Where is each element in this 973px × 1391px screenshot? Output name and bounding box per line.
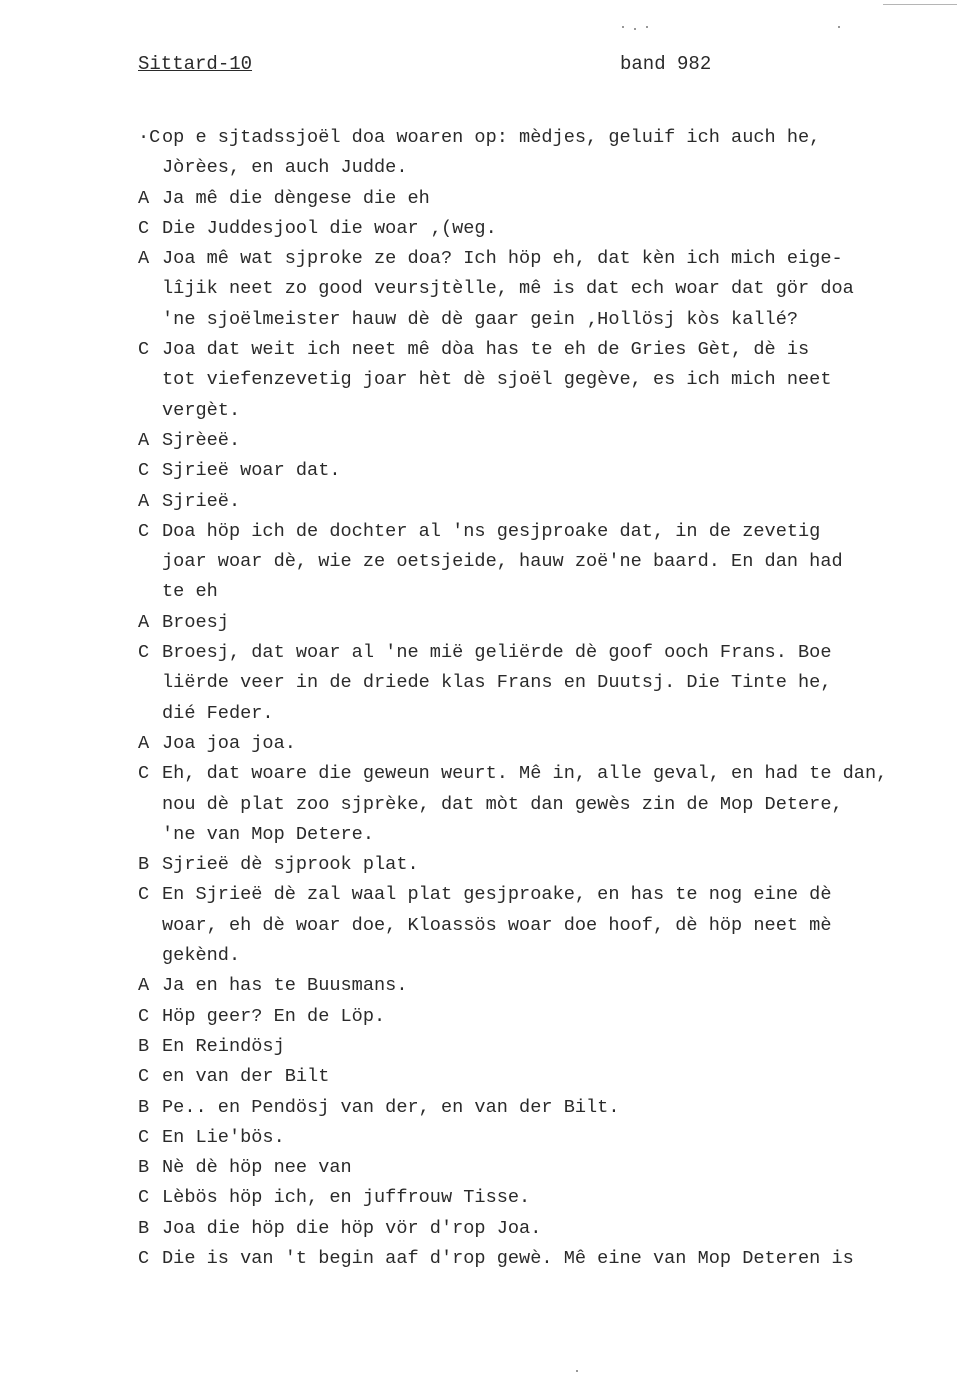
transcript-turn [138,1093,968,1123]
speaker-label: C [138,884,150,906]
utterance-text: Sjrèeë. [162,429,241,451]
transcript-continuation-line [138,274,968,304]
transcript-turn [138,1002,968,1032]
speaker-label: A [138,248,150,270]
utterance-text: joar woar dè, wie ze oetsjeide, hauw zoë'ne baard. En dan had [162,551,843,573]
transcript-turn [138,880,968,910]
utterance-text: te eh [162,581,218,603]
utterance-text: Nè dè höp nee van [162,1157,352,1179]
transcript-turn [138,1153,968,1183]
utterance-text: Broesj, dat woar al 'ne mië geliërde dè goof ooch Frans. Boe [162,642,832,664]
transcript-turn [138,517,968,547]
speaker-label: C [138,339,150,361]
speaker-label: C [138,1247,150,1269]
transcript-turn [138,608,968,638]
transcript-turn [138,638,968,668]
utterance-text: Höp geer? En de Löp. [162,1005,386,1027]
utterance-text: Sjrieë dè sjprook plat. [162,854,419,876]
speaker-label: C [138,1187,150,1209]
utterance-text: En Sjrieë dè zal waal plat gesjproake, en has te nog eine dè [162,884,832,906]
transcript-turn [138,1062,968,1092]
utterance-text: dié Feder. [162,702,274,724]
utterance-text: Eh, dat woare die geweun weurt. Mê in, alle geval, en had te dan, [162,763,888,785]
transcript-turn [138,1032,968,1062]
speaker-label: C [138,460,150,482]
utterance-text: Doa höp ich de dochter al 'ns gesjproake dat, in de zevetig [162,520,821,542]
transcript-continuation-line [138,396,968,426]
utterance-text: En Lie'bös. [162,1126,285,1148]
speaker-label: A [138,611,150,633]
utterance-text: Joa joa joa. [162,732,296,754]
speaker-label: C [138,1066,150,1088]
transcript-continuation-line [138,577,968,607]
transcript-turn [138,456,968,486]
utterance-text: nou dè plat zoo sjprèke, dat mòt dan gewès zin de Mop Detere, [162,793,843,815]
utterance-text: 'ne sjoëlmeister hauw dè dè gaar gein ‚Hollösj kòs kallé? [162,308,799,330]
utterance-text: Joa mê wat sjproke ze doa? Ich höp eh, dat kèn ich mich eige- [162,248,843,270]
transcript-continuation-line [138,941,968,971]
utterance-text: Sjrieë. [162,490,241,512]
transcript-continuation-line [138,305,968,335]
transcript-body [138,123,968,1274]
utterance-text: Die Juddesjool die woar ‚(weg. [162,217,497,239]
utterance-text: lîjik neet zo good veursjtèlle, mê is dat ech woar dat gör doa [162,278,854,300]
transcript-turn [138,123,968,153]
transcript-continuation-line [138,790,968,820]
page-header-tape: band 982 [620,53,712,75]
utterance-text: en van der Bilt [162,1066,330,1088]
page-header-location: Sittard-10 [138,53,253,75]
utterance-text: Joa die höp die höp vör d'rop Joa. [162,1217,542,1239]
speaker-label: A [138,429,150,451]
utterance-text: Joa dat weit ich neet mê dòa has te eh de Gries Gèt, dè is [162,339,810,361]
utterance-text: Lèbös höp ich, en juffrouw Tisse. [162,1187,531,1209]
utterance-text: liërde veer in de driede klas Frans en Duutsj. Die Tinte he, [162,672,832,694]
utterance-text: Broesj [162,611,229,633]
transcript-turn [138,759,968,789]
utterance-text: vergèt. [162,399,241,421]
transcript-continuation-line [138,820,968,850]
transcript-continuation-line [138,668,968,698]
utterance-text: Sjrieë woar dat. [162,460,341,482]
scan-speck [622,26,624,28]
utterance-text: Pe.. en Pendösj van der, en van der Bilt. [162,1096,620,1118]
speaker-label: ·C [138,127,161,148]
transcript-turn [138,850,968,880]
transcript-turn [138,426,968,456]
speaker-label: C [138,763,150,785]
transcript-continuation-line [138,911,968,941]
transcript-turn [138,971,968,1001]
speaker-label: B [138,854,150,876]
transcript-turn [138,729,968,759]
speaker-label: C [138,520,150,542]
utterance-text: Ja en has te Buusmans. [162,975,408,997]
utterance-text: En Reindösj [162,1035,285,1057]
transcript-turn [138,335,968,365]
utterance-text: gekènd. [162,945,241,967]
speaker-label: A [138,975,150,997]
speaker-label: C [138,1126,150,1148]
transcript-turn [138,1244,968,1274]
scan-speck [646,26,648,28]
utterance-text: Ja mê die dèngese die eh [162,187,430,209]
transcript-turn [138,487,968,517]
utterance-text: Jòrèes, en auch Judde. [162,157,408,179]
transcript-continuation-line [138,153,968,183]
speaker-label: A [138,732,150,754]
transcript-turn [138,184,968,214]
speaker-label: B [138,1035,150,1057]
speaker-label: A [138,490,150,512]
speaker-label: B [138,1096,150,1118]
scan-speck [838,26,840,28]
utterance-text: Die is van 't begin aaf d'rop gewè. Mê eine van Mop Deteren is [162,1247,854,1269]
transcript-turn [138,244,968,274]
utterance-text: woar, eh dè woar doe, Kloassös woar doe hoof, dè höp neet mè [162,914,832,936]
utterance-text: 'ne van Mop Detere. [162,823,375,845]
utterance-text: tot viefenzevetig joar hèt dè sjoël gegève, es ich mich neet [162,369,832,391]
scan-speck [576,1370,578,1372]
utterance-text: op e sjtadssjoël doa woaren op: mèdjes, geluif ich auch he, [162,127,821,148]
speaker-label: B [138,1157,150,1179]
transcript-turn [138,1214,968,1244]
scan-speck [634,28,636,30]
transcript-turn [138,1183,968,1213]
transcript-continuation-line [138,699,968,729]
top-scan-rule [883,4,957,5]
transcript-continuation-line [138,365,968,395]
speaker-label: B [138,1217,150,1239]
transcript-turn [138,214,968,244]
transcript-continuation-line [138,547,968,577]
transcript-turn [138,1123,968,1153]
speaker-label: C [138,217,150,239]
speaker-label: A [138,187,150,209]
speaker-label: C [138,642,150,664]
speaker-label: C [138,1005,150,1027]
